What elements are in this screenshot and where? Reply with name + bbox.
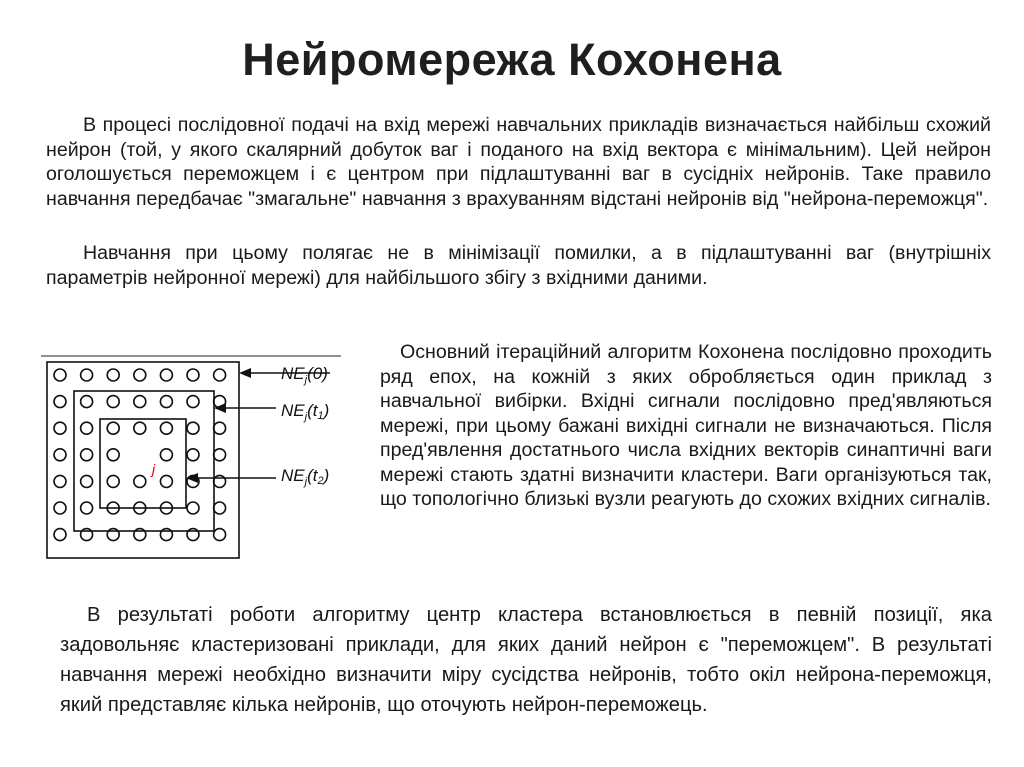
- neuron-node: [81, 422, 93, 434]
- slide-title: Нейромережа Кохонена: [242, 34, 782, 85]
- neuron-node: [134, 396, 146, 408]
- neuron-node: [107, 449, 119, 461]
- neuron-node: [107, 422, 119, 434]
- paragraph-weight-adjustment: Навчання при цьому полягає не в мінімізації помилки, а в підлаштуванні ваг (внутрішніх параметрів нейронної мережі) для найбільшого збігу з вхідними даними.: [46, 242, 991, 289]
- neuron-node: [214, 369, 226, 381]
- label-ne-t2: $NE_j(t2)$: [281, 466, 330, 488]
- neuron-node: [134, 475, 146, 487]
- neuron-node: [160, 422, 172, 434]
- arrow-head-t1: [214, 403, 226, 413]
- label-ne-t1: $NE_j(t1)$: [281, 401, 330, 423]
- neuron-node: [187, 369, 199, 381]
- neuron-node: [160, 369, 172, 381]
- neuron-node: [160, 396, 172, 408]
- neuron-node: [54, 475, 66, 487]
- neuron-node: [214, 475, 226, 487]
- neuron-node: [134, 369, 146, 381]
- neuron-node: [107, 475, 119, 487]
- neuron-node: [81, 449, 93, 461]
- winner-neuron-label: j: [152, 461, 156, 477]
- paragraph-cluster-center: В результаті роботи алгоритму центр кластера встановлюється в певній позиції, яка задовольняє кластеризовані приклади, для яких даний нейрон є "переможцем". В результаті навчання мережі необхідно визначити міру сусідства нейронів, тобто окіл нейрона-переможця, який представляє кілька нейронів, що оточують нейрон-переможець.: [60, 604, 992, 716]
- kohonen-neighborhood-diagram: [36, 348, 346, 568]
- neuron-node: [187, 422, 199, 434]
- neuron-node: [54, 422, 66, 434]
- neuron-node: [187, 502, 199, 514]
- neuron-node: [214, 422, 226, 434]
- neuron-node: [54, 502, 66, 514]
- neuron-node: [187, 449, 199, 461]
- neuron-node: [81, 475, 93, 487]
- neuron-node: [81, 369, 93, 381]
- neuron-grid: [54, 369, 226, 541]
- neuron-node: [54, 369, 66, 381]
- neuron-node: [187, 396, 199, 408]
- neuron-node: [134, 422, 146, 434]
- neuron-node: [160, 475, 172, 487]
- neuron-node: [214, 529, 226, 541]
- neuron-node: [107, 369, 119, 381]
- neuron-node: [214, 502, 226, 514]
- neuron-node: [160, 449, 172, 461]
- neuron-node: [81, 396, 93, 408]
- paragraph-winner-neuron: В процесі послідовної подачі на вхід мережі навчальних прикладів визначається найбільш схожий нейрон (той, у якого скалярний добуток ваг і поданого на вхід вектора є мінімальним). Цей нейрон оголошується переможцем і є центром при підлаштуванні ваг в сусідніх нейронів. Таке правило навчання передбачає "змагальне" навчання з врахуванням відстані нейронів від "нейрона-переможця".: [46, 114, 991, 210]
- arrow-head-0: [239, 368, 251, 378]
- neuron-node: [54, 396, 66, 408]
- neuron-node: [107, 396, 119, 408]
- neuron-node: [54, 449, 66, 461]
- label-ne-0: $NE_j(0)$: [281, 364, 328, 386]
- neuron-node: [214, 449, 226, 461]
- neuron-node: [54, 529, 66, 541]
- neuron-node: [81, 502, 93, 514]
- paragraph-iterative-algorithm: Основний ітераційний алгоритм Кохонена послідовно проходить ряд епох, на кожній з яких обробляється один приклад з навчальної вибірки. Вхідні сигнали послідовно пред'являються мережі, при цьому бажані вихідні сигнали не визначаються. Після пред'явлення достатнього числа вхідних векторів синаптичні ваги мережі стають здатні визначити кластери. Ваги організуються так, що топологічно близькі вузли реагують до схожих вхідних сигналів.: [380, 341, 992, 510]
